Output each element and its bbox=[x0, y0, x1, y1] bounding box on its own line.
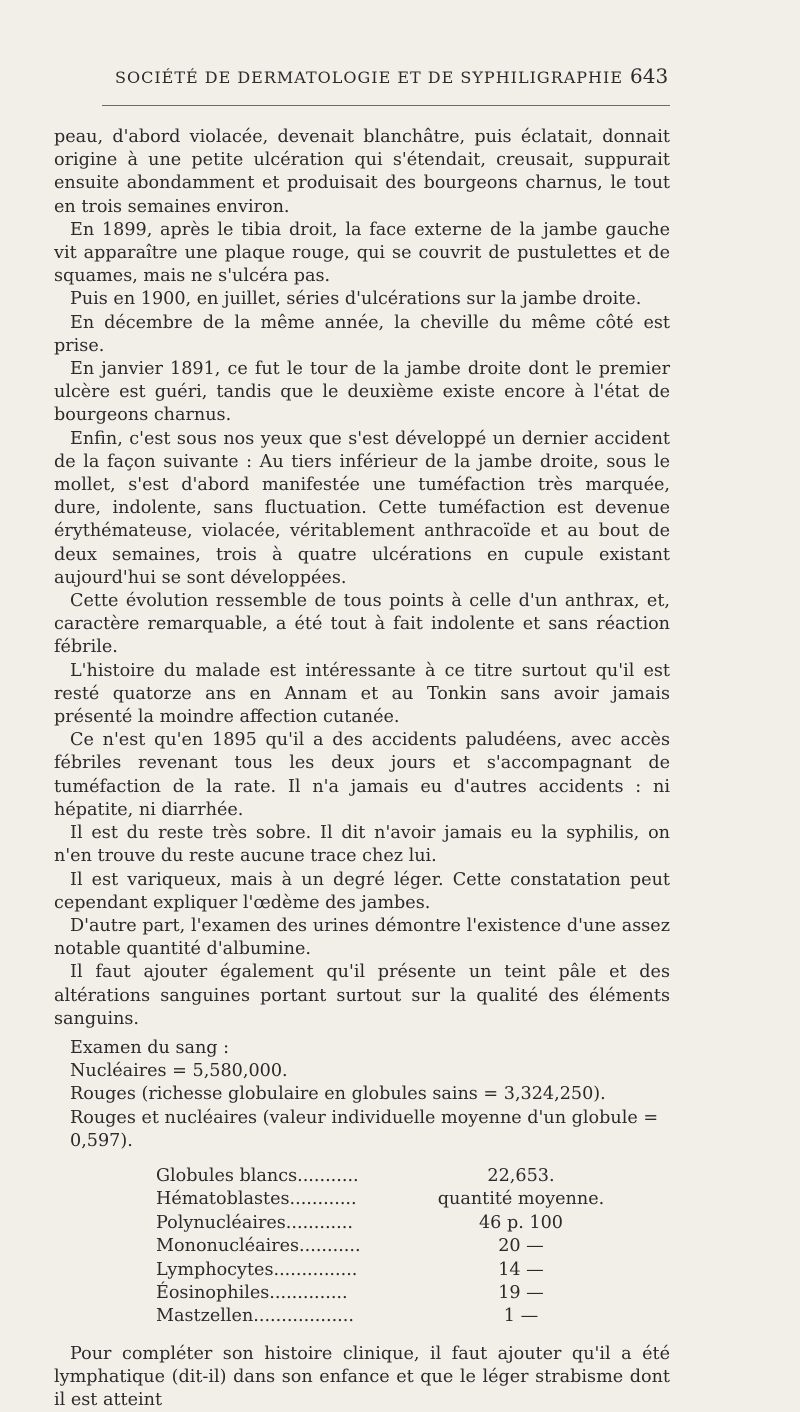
table-value: 1 — bbox=[503, 1306, 539, 1327]
header-rule bbox=[102, 105, 670, 106]
table-value: 14 — bbox=[498, 1259, 544, 1280]
table-row bbox=[156, 1212, 616, 1235]
paragraph: En janvier 1891, ce fut le tour de la jambe droite dont le premier ulcère est guéri, tandis que le deuxième existe encore à l'état de bourgeons charnus. bbox=[54, 359, 670, 426]
blood-exam bbox=[54, 1037, 670, 1153]
table-label: Globules blancs........... bbox=[156, 1165, 359, 1186]
page-number: 643 bbox=[630, 64, 669, 88]
paragraph: L'histoire du malade est intéressante à ce titre surtout qu'il est resté quatorze ans en Annam et au Tonkin sans avoir jamais présenté la moindre affection cutanée. bbox=[54, 660, 670, 728]
paragraph: Puis en 1900, en juillet, séries d'ulcérations sur la jambe droite. bbox=[70, 289, 642, 310]
paragraph: Ce n'est qu'en 1895 qu'il a des accidents paludéens, avec accès fébriles revenant tous les deux jours et s'accompagnant de tuméfaction de la rate. Il n'a jamais eu d'autres accidents : ni hépatite, ni diarrhée. bbox=[54, 730, 670, 820]
paragraph: En 1899, après le tibia droit, la face externe de la jambe gauche vit apparaître une plaque rouge, qui se couvrit de pustulettes et de squames, mais ne s'ulcéra pas. bbox=[54, 219, 670, 287]
blood-exam-heading: Examen du sang : bbox=[70, 1037, 230, 1058]
paragraph: peau, d'abord violacée, devenait blanchâtre, puis éclatait, donnait origine à une petite ulcération qui s'étendait, creusait, suppurait ensuite abondamment et produisait des bourgeons charnus, le tout en trois semaines environ. bbox=[54, 127, 670, 217]
blood-formula-table bbox=[156, 1165, 616, 1329]
paragraph: Enfin, c'est sous nos yeux que s'est développé un dernier accident de la façon suivante : Au tiers inférieur de la jambe droite, sous le mollet, s'est d'abord manifestée une tuméfaction très marquée, dure, indolente, sans fluctuation. Cette tuméfaction est devenue érythémateuse, violacée, véritablement anthracoïde et au bout de deux semaines, trois à quatre ulcérations en cupule existant aujourd'hui se sont développées. bbox=[54, 428, 670, 588]
table-label: Polynucléaires............ bbox=[156, 1212, 353, 1233]
table-label: Mononucléaires........... bbox=[156, 1236, 361, 1257]
table-row bbox=[156, 1165, 616, 1188]
paragraph: Il est variqueux, mais à un degré léger. Cette constatation peut cependant expliquer l'œdème des jambes. bbox=[54, 869, 670, 913]
table-row bbox=[156, 1235, 616, 1258]
table-row bbox=[156, 1282, 616, 1305]
paragraph: Cette évolution ressemble de tous points à celle d'un anthrax, et, caractère remarquable, a été tout à fait indolente et sans réaction fébrile. bbox=[54, 591, 670, 658]
table-value: 22,653. bbox=[487, 1165, 555, 1186]
table-label: Éosinophiles.............. bbox=[156, 1282, 348, 1303]
table-row bbox=[156, 1305, 616, 1328]
body-text bbox=[54, 126, 670, 1412]
blood-exam-line: Rouges (richesse globulaire en globules sains = 3,324,250). bbox=[70, 1084, 606, 1105]
table-row bbox=[156, 1259, 616, 1282]
blood-exam-line: Nucléaires = 5,580,000. bbox=[70, 1061, 288, 1082]
table-value: 46 p. 100 bbox=[478, 1212, 563, 1233]
table-value: quantité moyenne. bbox=[437, 1189, 605, 1210]
table-label: Mastzellen.................. bbox=[156, 1306, 354, 1327]
paragraph: En décembre de la même année, la cheville du même côté est prise. bbox=[54, 312, 670, 356]
table-label: Hématoblastes............ bbox=[156, 1189, 357, 1210]
table-row bbox=[156, 1188, 616, 1211]
closing-paragraph: Pour compléter son histoire clinique, il faut ajouter qu'il a été lymphatique (dit-il) dans son enfance et que le léger strabisme dont il est atteint bbox=[54, 1343, 670, 1411]
table-value: 19 — bbox=[498, 1282, 544, 1303]
blood-exam-line: Rouges et nucléaires (valeur individuelle moyenne d'un globule = 0,597). bbox=[70, 1107, 659, 1151]
table-label: Lymphocytes............... bbox=[156, 1259, 358, 1280]
running-header: SOCIÉTÉ DE DERMATOLOGIE ET DE SYPHILIGRAPHIE bbox=[115, 68, 624, 87]
paragraph: Il est du reste très sobre. Il dit n'avoir jamais eu la syphilis, on n'en trouve du reste aucune trace chez lui. bbox=[54, 823, 670, 867]
table-value: 20 — bbox=[498, 1236, 544, 1257]
paragraph: Il faut ajouter également qu'il présente un teint pâle et des altérations sanguines portant surtout sur la qualité des éléments sanguins. bbox=[54, 962, 670, 1029]
paragraph: D'autre part, l'examen des urines démontre l'existence d'une assez notable quantité d'albumine. bbox=[54, 915, 670, 960]
